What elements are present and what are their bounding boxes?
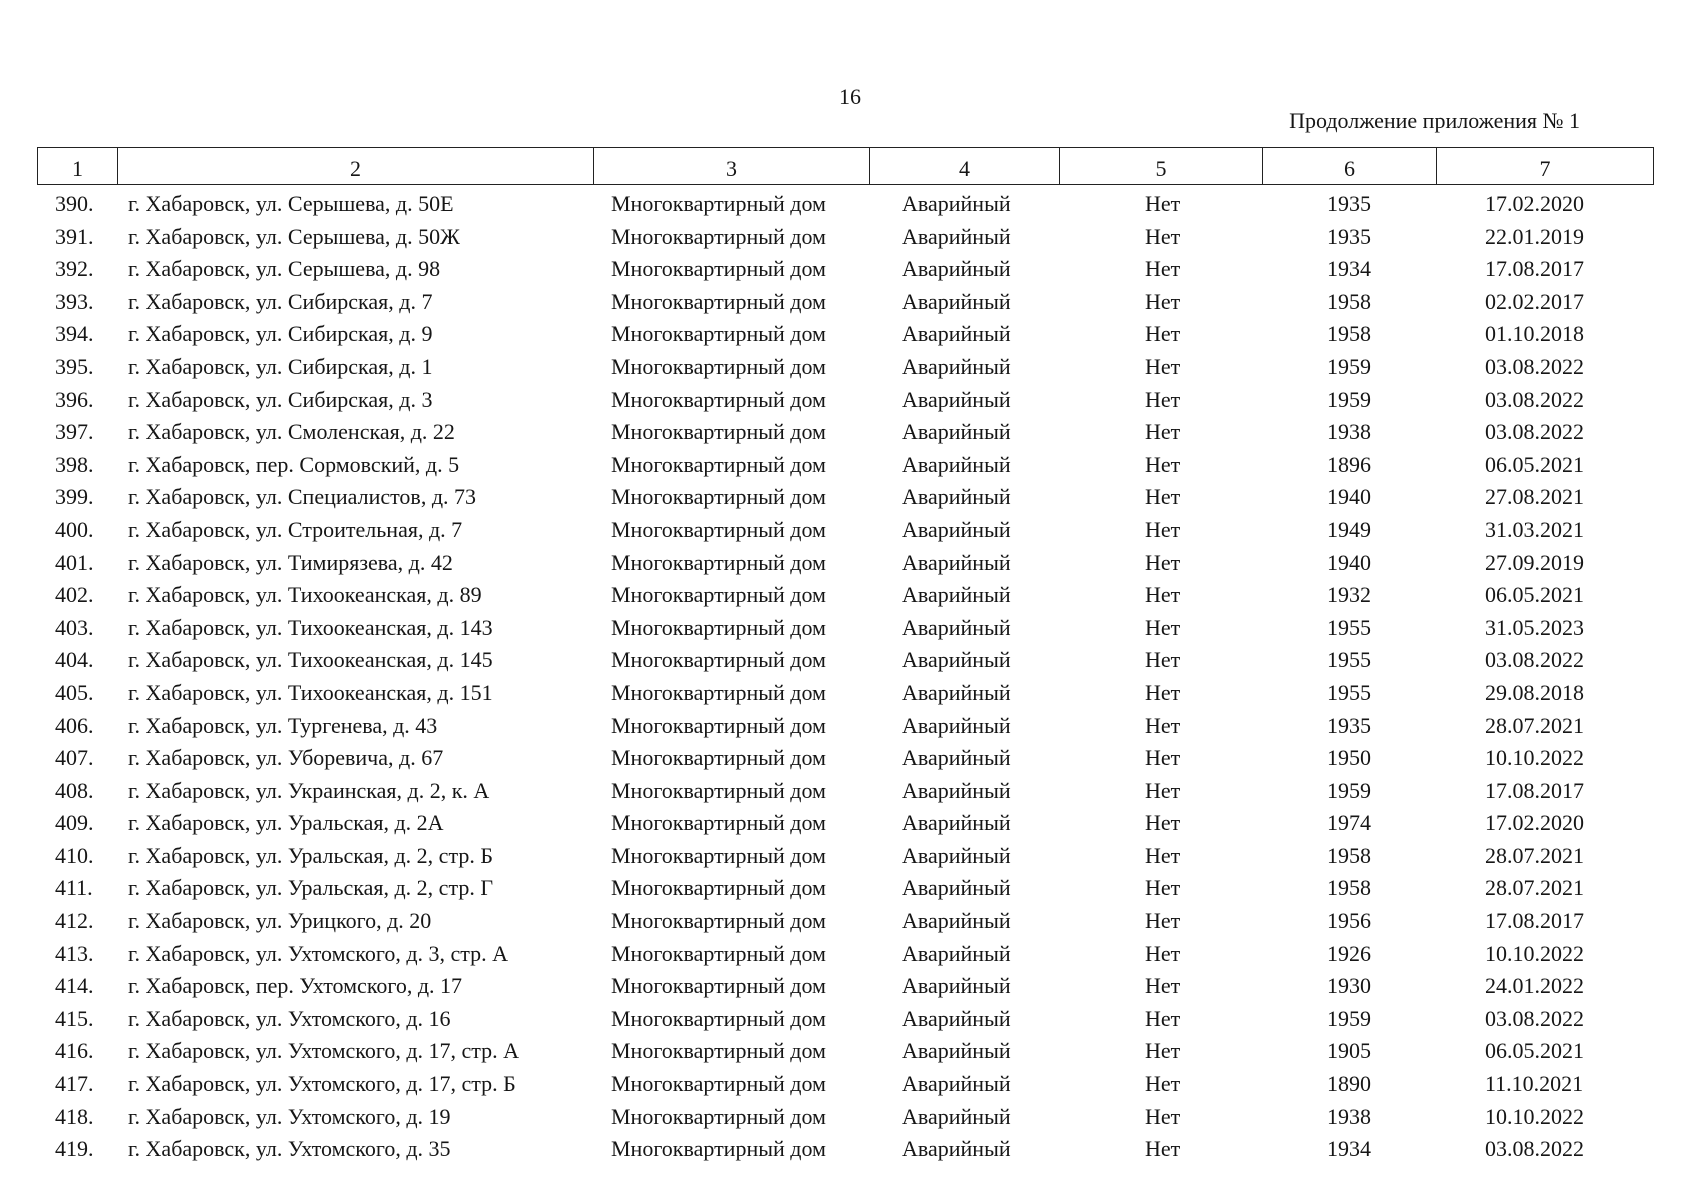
table-row: [37, 742, 1653, 775]
flag-cell: Нет: [1145, 908, 1181, 934]
table-row: [37, 481, 1653, 514]
date-cell: 03.08.2022: [1485, 353, 1584, 379]
building-type-cell: Многоквартирный дом: [611, 842, 826, 868]
date-cell: 31.03.2021: [1485, 516, 1584, 542]
building-type-cell: Многоквартирный дом: [611, 647, 826, 673]
condition-cell: Аварийный: [902, 419, 1011, 445]
row-number: 407.: [55, 745, 94, 771]
date-cell: 10.10.2022: [1485, 940, 1584, 966]
building-type-cell: Многоквартирный дом: [611, 875, 826, 901]
condition-cell: Аварийный: [902, 549, 1011, 575]
building-type-cell: Многоквартирный дом: [611, 223, 826, 249]
date-cell: 03.08.2022: [1485, 1005, 1584, 1031]
row-number: 403.: [55, 614, 94, 640]
address-cell: г. Хабаровск, ул. Серышева, д. 50Е: [128, 191, 454, 216]
address-cell: г. Хабаровск, ул. Сибирская, д. 1: [128, 353, 433, 379]
building-type-cell: Многоквартирный дом: [611, 1103, 826, 1129]
building-type-cell: Многоквартирный дом: [611, 288, 826, 314]
address-cell: г. Хабаровск, пер. Сормовский, д. 5: [128, 451, 460, 477]
row-number: 390.: [55, 191, 94, 216]
date-cell: 06.05.2021: [1485, 451, 1584, 477]
year-cell: 1958: [1327, 842, 1371, 868]
year-cell: 1950: [1327, 745, 1371, 771]
address-cell: г. Хабаровск, ул. Тихоокеанская, д. 151: [128, 679, 493, 705]
building-type-cell: Многоквартирный дом: [611, 777, 826, 803]
page-number: 16: [839, 84, 861, 109]
condition-cell: Аварийный: [902, 712, 1011, 738]
column-header-5: 5: [1060, 148, 1263, 185]
address-cell: г. Хабаровск, ул. Смоленская, д. 22: [128, 419, 455, 445]
building-type-cell: Многоквартирный дом: [611, 810, 826, 836]
address-cell: г. Хабаровск, ул. Сибирская, д. 9: [128, 321, 433, 347]
row-number: 416.: [55, 1038, 94, 1064]
table-row: [37, 677, 1653, 710]
date-cell: 06.05.2021: [1485, 1038, 1584, 1064]
date-cell: 02.02.2017: [1485, 288, 1584, 314]
row-number: 413.: [55, 940, 94, 966]
row-number: 415.: [55, 1005, 94, 1031]
column-header-6: 6: [1263, 148, 1437, 185]
flag-cell: Нет: [1145, 940, 1181, 966]
condition-cell: Аварийный: [902, 288, 1011, 314]
condition-cell: Аварийный: [902, 1005, 1011, 1031]
flag-cell: Нет: [1145, 777, 1181, 803]
column-header-4: 4: [870, 148, 1060, 185]
building-type-cell: Многоквартирный дом: [611, 973, 826, 999]
condition-cell: Аварийный: [902, 1136, 1011, 1162]
row-number: 408.: [55, 777, 94, 803]
table-row: [37, 351, 1653, 384]
address-cell: г. Хабаровск, ул. Серышева, д. 98: [128, 256, 441, 282]
date-cell: 28.07.2021: [1485, 842, 1584, 868]
date-cell: 03.08.2022: [1485, 386, 1584, 412]
table-row: [37, 286, 1653, 319]
flag-cell: Нет: [1145, 191, 1181, 216]
condition-cell: Аварийный: [902, 745, 1011, 771]
table-row: [37, 416, 1653, 449]
table-row: [37, 514, 1653, 547]
condition-cell: Аварийный: [902, 875, 1011, 901]
row-number: 402.: [55, 582, 94, 608]
table-row: [37, 253, 1653, 286]
table-row: [37, 547, 1653, 580]
building-type-cell: Многоквартирный дом: [611, 516, 826, 542]
date-cell: 28.07.2021: [1485, 875, 1584, 901]
table-row: [37, 970, 1653, 1003]
row-number: 409.: [55, 810, 94, 836]
row-number: 400.: [55, 516, 94, 542]
year-cell: 1938: [1327, 1103, 1371, 1129]
table-row: [37, 1003, 1653, 1036]
building-type-cell: Многоквартирный дом: [611, 1136, 826, 1162]
condition-cell: Аварийный: [902, 321, 1011, 347]
building-type-cell: Многоквартирный дом: [611, 451, 826, 477]
condition-cell: Аварийный: [902, 908, 1011, 934]
row-number: 398.: [55, 451, 94, 477]
condition-cell: Аварийный: [902, 516, 1011, 542]
date-cell: 27.09.2019: [1485, 549, 1584, 575]
flag-cell: Нет: [1145, 549, 1181, 575]
row-number: 397.: [55, 419, 94, 445]
address-cell: г. Хабаровск, ул. Тихоокеанская, д. 145: [128, 647, 493, 673]
address-cell: г. Хабаровск, ул. Тихоокеанская, д. 89: [128, 582, 482, 608]
condition-cell: Аварийный: [902, 842, 1011, 868]
building-type-cell: Многоквартирный дом: [611, 256, 826, 282]
condition-cell: Аварийный: [902, 484, 1011, 510]
flag-cell: Нет: [1145, 386, 1181, 412]
building-type-cell: Многоквартирный дом: [611, 353, 826, 379]
table-row: [37, 1035, 1653, 1068]
row-number: 392.: [55, 256, 94, 282]
year-cell: 1949: [1327, 516, 1371, 542]
address-cell: г. Хабаровск, ул. Строительная, д. 7: [128, 516, 463, 542]
address-cell: г. Хабаровск, ул. Уральская, д. 2, стр. Г: [128, 875, 494, 901]
row-number: 418.: [55, 1103, 94, 1129]
table-row: [37, 188, 1653, 221]
table-row: [37, 1068, 1653, 1101]
continuation-label: Продолжение приложения № 1: [1289, 108, 1580, 133]
building-type-cell: Многоквартирный дом: [611, 679, 826, 705]
flag-cell: Нет: [1145, 321, 1181, 347]
address-cell: г. Хабаровск, ул. Сибирская, д. 7: [128, 288, 433, 314]
address-cell: г. Хабаровск, ул. Ухтомского, д. 19: [128, 1103, 451, 1129]
flag-cell: Нет: [1145, 288, 1181, 314]
address-cell: г. Хабаровск, ул. Уральская, д. 2, стр. Б: [128, 842, 493, 868]
address-cell: г. Хабаровск, ул. Тимирязева, д. 42: [128, 549, 453, 575]
condition-cell: Аварийный: [902, 451, 1011, 477]
column-header-table: [37, 147, 1654, 185]
table-row: [37, 579, 1653, 612]
address-cell: г. Хабаровск, пер. Ухтомского, д. 17: [128, 973, 463, 999]
flag-cell: Нет: [1145, 647, 1181, 673]
condition-cell: Аварийный: [902, 1103, 1011, 1129]
date-cell: 17.02.2020: [1485, 191, 1584, 216]
building-type-cell: Многоквартирный дом: [611, 1005, 826, 1031]
flag-cell: Нет: [1145, 745, 1181, 771]
date-cell: 17.08.2017: [1485, 777, 1584, 803]
year-cell: 1905: [1327, 1038, 1371, 1064]
building-type-cell: Многоквартирный дом: [611, 582, 826, 608]
address-cell: г. Хабаровск, ул. Тихоокеанская, д. 143: [128, 614, 493, 640]
flag-cell: Нет: [1145, 451, 1181, 477]
date-cell: 31.05.2023: [1485, 614, 1584, 640]
year-cell: 1959: [1327, 1005, 1371, 1031]
year-cell: 1934: [1327, 1136, 1371, 1162]
condition-cell: Аварийный: [902, 386, 1011, 412]
date-cell: 10.10.2022: [1485, 745, 1584, 771]
flag-cell: Нет: [1145, 1038, 1181, 1064]
building-type-cell: Многоквартирный дом: [611, 419, 826, 445]
row-number: 395.: [55, 353, 94, 379]
table-row: [37, 644, 1653, 677]
year-cell: 1955: [1327, 679, 1371, 705]
building-type-cell: Многоквартирный дом: [611, 1038, 826, 1064]
date-cell: 17.08.2017: [1485, 256, 1584, 282]
condition-cell: Аварийный: [902, 191, 1011, 216]
address-cell: г. Хабаровск, ул. Ухтомского, д. 17, стр. Б: [128, 1071, 516, 1097]
date-cell: 06.05.2021: [1485, 582, 1584, 608]
row-number: 404.: [55, 647, 94, 673]
date-cell: 11.10.2021: [1485, 1071, 1584, 1097]
year-cell: 1935: [1327, 223, 1371, 249]
year-cell: 1896: [1327, 451, 1371, 477]
row-number: 410.: [55, 842, 94, 868]
flag-cell: Нет: [1145, 1005, 1181, 1031]
address-cell: г. Хабаровск, ул. Тургенева, д. 43: [128, 712, 438, 738]
condition-cell: Аварийный: [902, 810, 1011, 836]
date-cell: 28.07.2021: [1485, 712, 1584, 738]
flag-cell: Нет: [1145, 516, 1181, 542]
condition-cell: Аварийный: [902, 647, 1011, 673]
table-row: [37, 612, 1653, 645]
row-number: 401.: [55, 549, 94, 575]
condition-cell: Аварийный: [902, 353, 1011, 379]
flag-cell: Нет: [1145, 582, 1181, 608]
flag-cell: Нет: [1145, 875, 1181, 901]
address-cell: г. Хабаровск, ул. Уборевича, д. 67: [128, 745, 444, 771]
table-row: [37, 905, 1653, 938]
condition-cell: Аварийный: [902, 582, 1011, 608]
date-cell: 17.08.2017: [1485, 908, 1584, 934]
building-type-cell: Многоквартирный дом: [611, 908, 826, 934]
flag-cell: Нет: [1145, 614, 1181, 640]
flag-cell: Нет: [1145, 223, 1181, 249]
row-number: 412.: [55, 908, 94, 934]
building-type-cell: Многоквартирный дом: [611, 745, 826, 771]
row-number: 417.: [55, 1071, 94, 1097]
row-number: 399.: [55, 484, 94, 510]
flag-cell: Нет: [1145, 419, 1181, 445]
flag-cell: Нет: [1145, 256, 1181, 282]
address-cell: г. Хабаровск, ул. Урицкого, д. 20: [128, 908, 432, 934]
flag-cell: Нет: [1145, 1103, 1181, 1129]
building-type-cell: Многоквартирный дом: [611, 549, 826, 575]
row-number: 419.: [55, 1136, 94, 1162]
date-cell: 10.10.2022: [1485, 1103, 1584, 1129]
table-row: [37, 318, 1653, 351]
condition-cell: Аварийный: [902, 256, 1011, 282]
year-cell: 1955: [1327, 614, 1371, 640]
table-row: [37, 775, 1653, 808]
year-cell: 1890: [1327, 1071, 1371, 1097]
condition-cell: Аварийный: [902, 223, 1011, 249]
table-row: [37, 840, 1653, 873]
table-row: [37, 1133, 1653, 1166]
row-number: 414.: [55, 973, 94, 999]
address-cell: г. Хабаровск, ул. Ухтомского, д. 17, стр. А: [128, 1038, 520, 1064]
address-cell: г. Хабаровск, ул. Ухтомского, д. 3, стр. А: [128, 940, 509, 966]
year-cell: 1974: [1327, 810, 1371, 836]
building-type-cell: Многоквартирный дом: [611, 1071, 826, 1097]
table-row: [37, 807, 1653, 840]
date-cell: 22.01.2019: [1485, 223, 1584, 249]
column-header-7: 7: [1437, 148, 1654, 185]
table-row: [37, 384, 1653, 417]
address-cell: г. Хабаровск, ул. Ухтомского, д. 35: [128, 1136, 451, 1162]
year-cell: 1934: [1327, 256, 1371, 282]
building-type-cell: Многоквартирный дом: [611, 614, 826, 640]
address-cell: г. Хабаровск, ул. Серышева, д. 50Ж: [128, 223, 460, 249]
flag-cell: Нет: [1145, 484, 1181, 510]
year-cell: 1955: [1327, 647, 1371, 673]
table-row: [37, 221, 1653, 254]
date-cell: 24.01.2022: [1485, 973, 1584, 999]
flag-cell: Нет: [1145, 353, 1181, 379]
flag-cell: Нет: [1145, 1071, 1181, 1097]
building-type-cell: Многоквартирный дом: [611, 321, 826, 347]
flag-cell: Нет: [1145, 973, 1181, 999]
year-cell: 1958: [1327, 321, 1371, 347]
year-cell: 1940: [1327, 549, 1371, 575]
row-number: 396.: [55, 386, 94, 412]
year-cell: 1940: [1327, 484, 1371, 510]
row-number: 394.: [55, 321, 94, 347]
row-number: 391.: [55, 223, 94, 249]
year-cell: 1959: [1327, 777, 1371, 803]
condition-cell: Аварийный: [902, 1038, 1011, 1064]
date-cell: 03.08.2022: [1485, 419, 1584, 445]
year-cell: 1930: [1327, 973, 1371, 999]
date-cell: 03.08.2022: [1485, 1136, 1584, 1162]
condition-cell: Аварийный: [902, 777, 1011, 803]
year-cell: 1938: [1327, 419, 1371, 445]
table-row: [37, 872, 1653, 905]
year-cell: 1935: [1327, 191, 1371, 216]
building-type-cell: Многоквартирный дом: [611, 191, 826, 216]
year-cell: 1935: [1327, 712, 1371, 738]
date-cell: 17.02.2020: [1485, 810, 1584, 836]
building-type-cell: Многоквартирный дом: [611, 484, 826, 510]
date-cell: 29.08.2018: [1485, 679, 1584, 705]
year-cell: 1932: [1327, 582, 1371, 608]
year-cell: 1959: [1327, 386, 1371, 412]
condition-cell: Аварийный: [902, 1071, 1011, 1097]
table-row: [37, 449, 1653, 482]
year-cell: 1958: [1327, 875, 1371, 901]
condition-cell: Аварийный: [902, 614, 1011, 640]
date-cell: 03.08.2022: [1485, 647, 1584, 673]
flag-cell: Нет: [1145, 810, 1181, 836]
table-row: [37, 710, 1653, 743]
year-cell: 1926: [1327, 940, 1371, 966]
address-cell: г. Хабаровск, ул. Украинская, д. 2, к. А: [128, 777, 490, 803]
row-number: 411.: [55, 875, 93, 901]
date-cell: 01.10.2018: [1485, 321, 1584, 347]
year-cell: 1959: [1327, 353, 1371, 379]
year-cell: 1956: [1327, 908, 1371, 934]
flag-cell: Нет: [1145, 842, 1181, 868]
building-type-cell: Многоквартирный дом: [611, 712, 826, 738]
address-cell: г. Хабаровск, ул. Сибирская, д. 3: [128, 386, 433, 412]
row-number: 393.: [55, 288, 94, 314]
table-row: [37, 938, 1653, 971]
flag-cell: Нет: [1145, 679, 1181, 705]
column-header-2: 2: [118, 148, 594, 185]
address-cell: г. Хабаровск, ул. Специалистов, д. 73: [128, 484, 477, 510]
year-cell: 1958: [1327, 288, 1371, 314]
address-cell: г. Хабаровск, ул. Уральская, д. 2А: [128, 810, 444, 836]
column-header-1: 1: [38, 148, 118, 185]
building-type-cell: Многоквартирный дом: [611, 940, 826, 966]
condition-cell: Аварийный: [902, 679, 1011, 705]
flag-cell: Нет: [1145, 1136, 1181, 1162]
address-cell: г. Хабаровск, ул. Ухтомского, д. 16: [128, 1005, 451, 1031]
condition-cell: Аварийный: [902, 940, 1011, 966]
row-number: 405.: [55, 679, 94, 705]
table-body: [37, 188, 1653, 1166]
building-type-cell: Многоквартирный дом: [611, 386, 826, 412]
column-header-3: 3: [594, 148, 870, 185]
condition-cell: Аварийный: [902, 973, 1011, 999]
row-number: 406.: [55, 712, 94, 738]
header-row: [38, 148, 1654, 185]
table-row: [37, 1101, 1653, 1134]
date-cell: 27.08.2021: [1485, 484, 1584, 510]
flag-cell: Нет: [1145, 712, 1181, 738]
